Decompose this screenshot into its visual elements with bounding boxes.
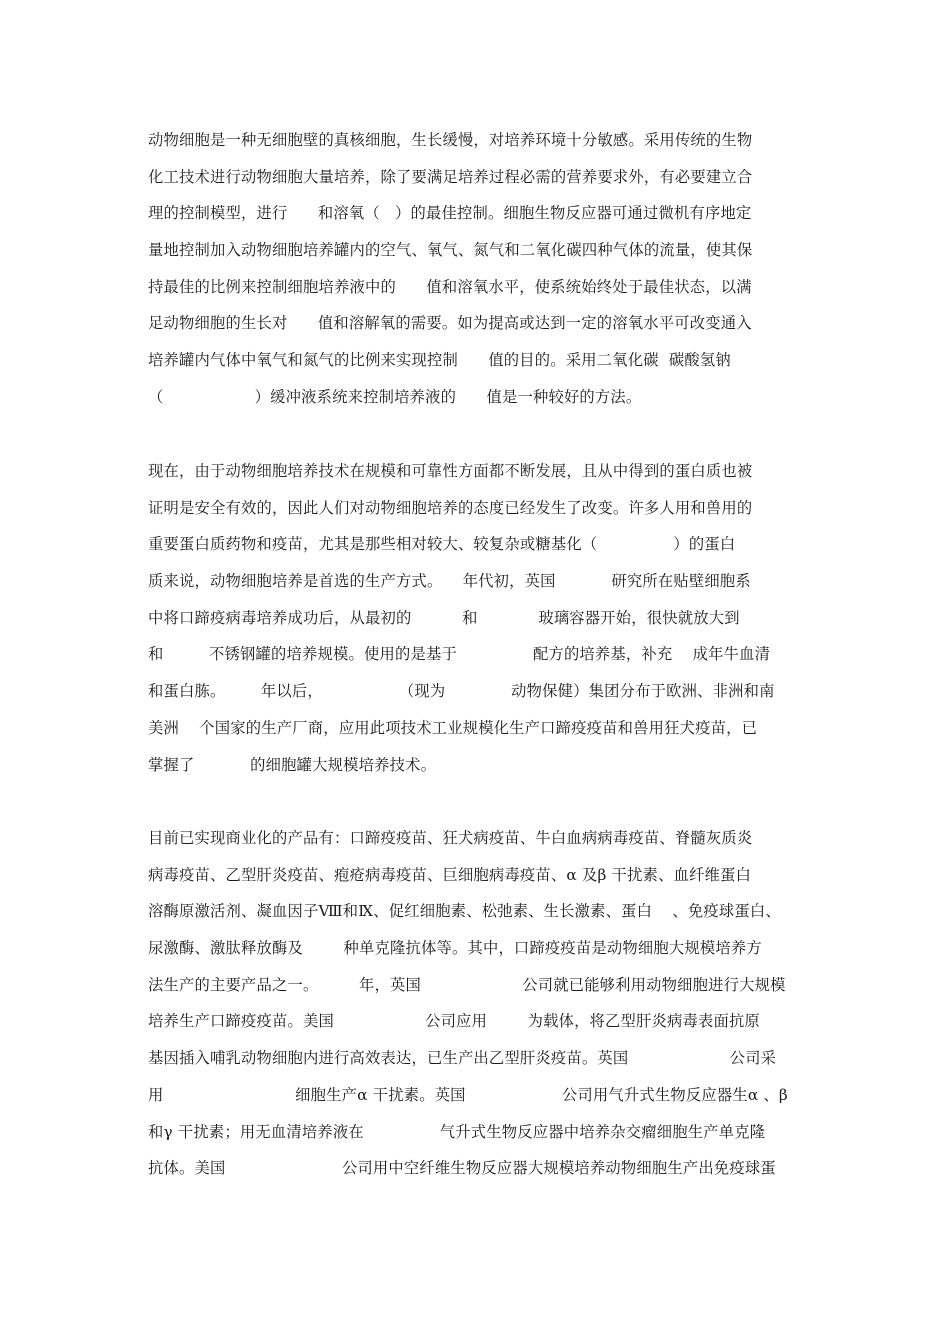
paragraph-industry-history xyxy=(148,453,808,783)
text-line: 用 细胞生产α 干扰素。英国 公司用气升式生物反应器生α 、β xyxy=(148,1085,788,1104)
text-line: 和 不锈钢罐的培养规模。使用的是基于 配方的培养基，补充 成年牛血清 xyxy=(148,645,771,664)
text-line: 美洲 个国家的生产厂商，应用此项技术工业规模化生产口蹄疫疫苗和兽用狂犬疫苗，已 xyxy=(148,718,758,737)
text-line: 中将口蹄疫病毒培养成功后，从最初的 和 玻璃容器开始，很快就放大到 xyxy=(148,608,740,627)
paragraph-commercial-products xyxy=(148,820,808,1187)
text-line: 尿激酶、激肽释放酶及 种单克隆抗体等。其中，口蹄疫疫苗是动物细胞大规模培养方 xyxy=(148,939,762,958)
text-line: 培养罐内气体中氧气和氮气的比例来实现控制 值的目的。采用二氧化碳 碳酸氢钠 xyxy=(148,351,731,370)
paragraph-cell-culture-control xyxy=(148,122,808,416)
text-line: 基因插入哺乳动物细胞内进行高效表达，已生产出乙型肝炎疫苗。英国 公司采 xyxy=(148,1049,777,1068)
text-line: 证明是安全有效的，因此人们对动物细胞培养的态度已经发生了改变。许多人用和兽用的 xyxy=(148,498,753,517)
text-line: 病毒疫苗、乙型肝炎疫苗、疱疮病毒疫苗、巨细胞病毒疫苗、α 及β 干扰素、血纤维蛋白 xyxy=(148,865,752,884)
text-line: 理的控制模型，进行 和溶氧（ ）的最佳控制。细胞生物反应器可通过微机有序地定 xyxy=(148,204,752,223)
text-line: （ ）缓冲液系统来控制培养液的 值是一种较好的方法。 xyxy=(148,387,642,406)
text-line: 质来说，动物细胞培养是首选的生产方式。 年代初，英国 研究所在贴壁细胞系 xyxy=(148,572,751,591)
text-line: 和γ 干扰素；用无血清培养液在 气升式生物反应器中培养杂交瘤细胞生产单克隆 xyxy=(148,1122,766,1141)
text-line: 量地控制加入动物细胞培养罐内的空气、氧气、氮气和二氧化碳四种气体的流量，使其保 xyxy=(148,241,753,260)
text-line: 足动物细胞的生长对 值和溶解氧的需要。如为提高或达到一定的溶氧水平可改变通入 xyxy=(148,314,752,333)
text-line: 抗体。美国 公司用中空纤维生物反应器大规模培养动物细胞生产出免疫球蛋 xyxy=(148,1159,776,1178)
text-line: 法生产的主要产品之一。 年，英国 公司就已能够利用动物细胞进行大规模 xyxy=(148,975,786,994)
text-line: 培养生产口蹄疫疫苗。美国 公司应用 为载体，将乙型肝炎病毒表面抗原 xyxy=(148,1012,761,1031)
text-line: 动物细胞是一种无细胞壁的真核细胞，生长缓慢，对培养环境十分敏感。采用传统的生物 xyxy=(148,131,753,149)
text-line: 目前已实现商业化的产品有：口蹄疫疫苗、狂犬病疫苗、牛白血病病毒疫苗、脊髓灰质炎 xyxy=(148,829,753,847)
text-line: 溶酶原激活剂、凝血因子Ⅷ和Ⅸ、促红细胞素、松弛素、生长激素、蛋白 、免疫球蛋白、 xyxy=(148,902,781,921)
text-line: 和蛋白胨。 年以后， （现为 动物保健）集团分布于欧洲、非洲和南 xyxy=(148,682,775,701)
text-line: 掌握了 的细胞罐大规模培养技术。 xyxy=(148,755,437,774)
text-line: 化工技术进行动物细胞大量培养，除了要满足培养过程必需的营养要求外，有必要建立合 xyxy=(148,167,753,186)
text-line: 重要蛋白质药物和疫苗，尤其是那些相对较大、较复杂或糖基化（ ）的蛋白 xyxy=(148,535,736,554)
text-line: 现在，由于动物细胞培养技术在规模和可靠性方面都不断发展，且从中得到的蛋白质也被 xyxy=(148,462,753,480)
text-line: 持最佳的比例来控制细胞培养液中的 值和溶氧水平，使系统始终处于最佳状态，以满 xyxy=(148,277,752,296)
